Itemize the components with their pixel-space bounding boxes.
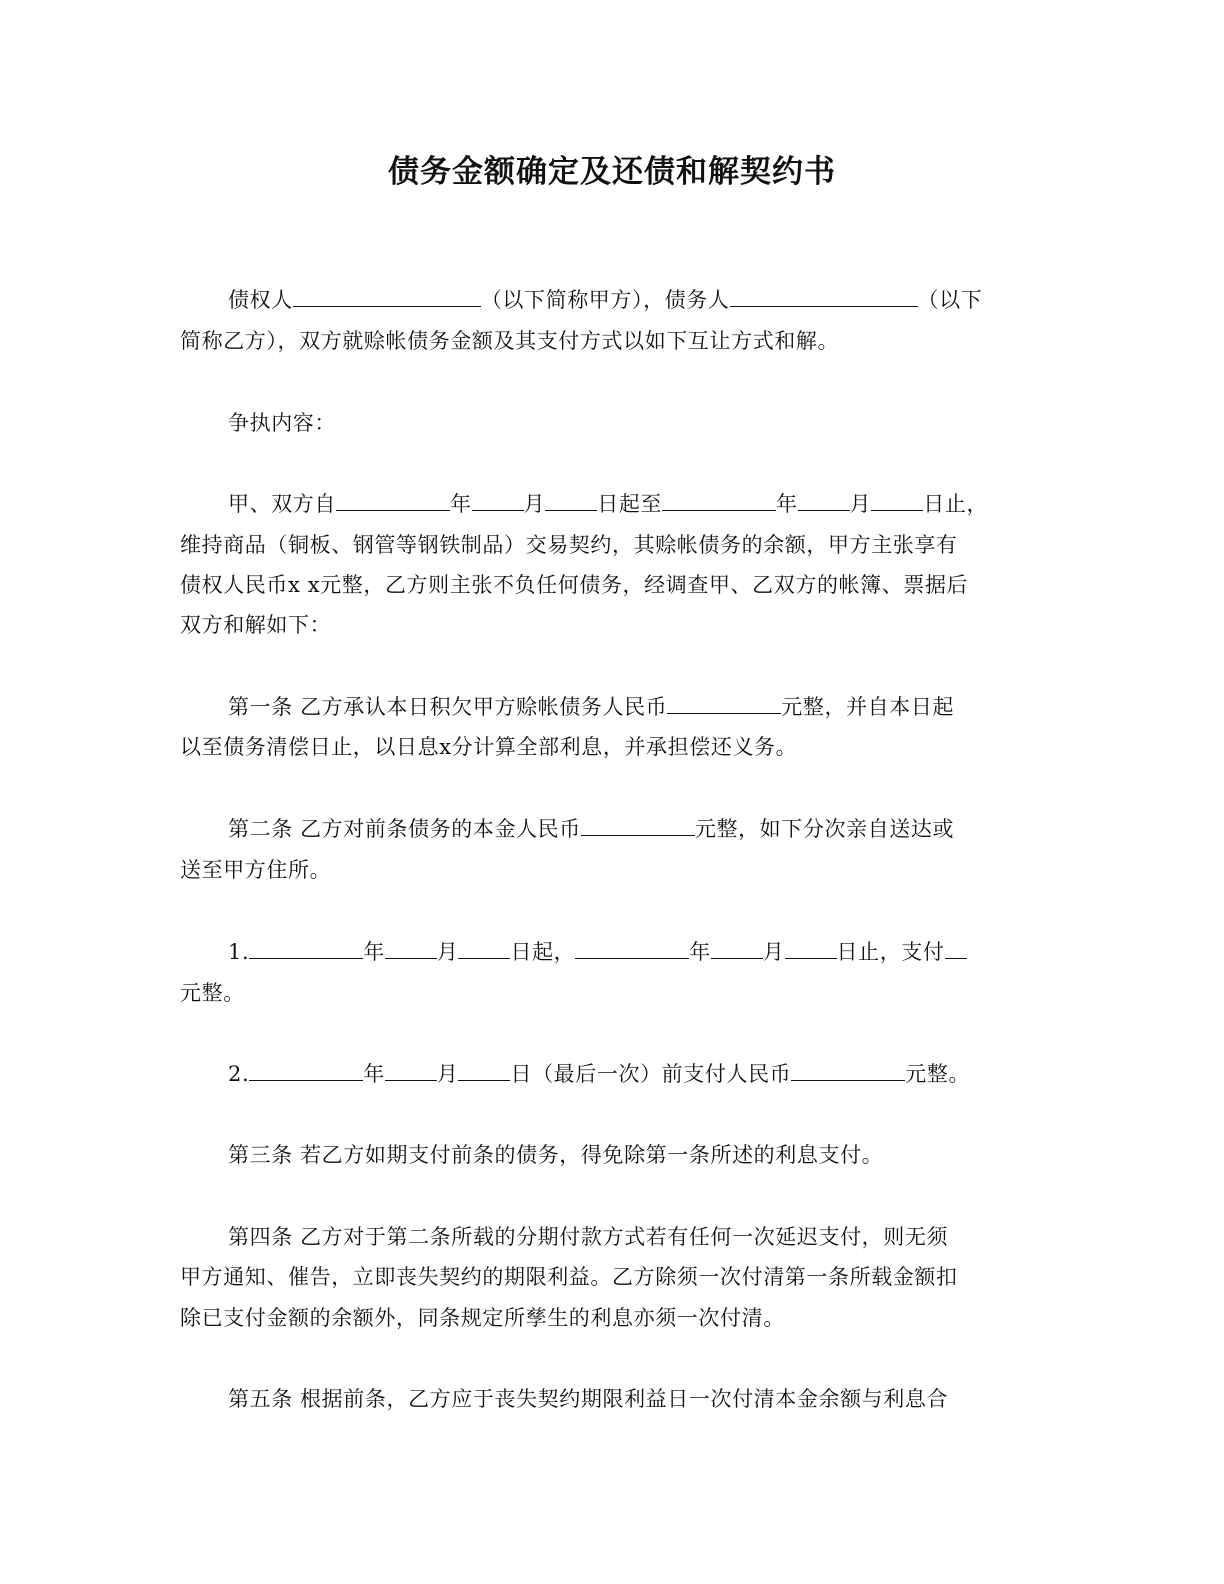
dispute-heading: 争执内容： [228,411,336,435]
text-span: 日起， [510,940,576,964]
text-span: 日止，支付 [836,940,945,964]
parties-line-2: 简称乙方），双方就赊帐债务金额及其支付方式以如下互让方式和解。 [180,329,840,353]
article-4-line-1: 第四条 乙方对于第二条所载的分期付款方式若有任何一次延迟支付，则无须 [228,1225,949,1249]
inst1-amount-blank[interactable] [945,938,967,959]
debt-amount-blank[interactable] [667,693,781,714]
article-2-line-2: 送至甲方住所。 [180,858,332,882]
installment-1-line-1 [228,937,967,967]
dispute-line-2: 维持商品（铜板、钢管等钢铁制品）交易契约，其赊帐债务的余额，甲方主张享有 [180,533,958,557]
text-span: 甲、双方自 [228,492,336,516]
inst1-start-month-blank[interactable] [385,938,437,959]
principal-amount-blank[interactable] [581,815,695,836]
text-span: 1. [228,940,250,964]
end-month-blank[interactable] [798,490,850,511]
creditor-label: 债权人 [228,288,293,312]
text-span: 元整。 [905,1062,971,1086]
article-2-line-1 [228,814,954,844]
creditor-blank[interactable] [293,286,481,307]
start-year-blank[interactable] [336,490,450,511]
inst1-start-day-blank[interactable] [458,938,510,959]
article-4-line-2: 甲方通知、催告，立即丧失契约的期限利益。乙方除须一次付清第一条所载金额扣 [180,1265,958,1289]
installment-1-line-2: 元整。 [180,981,245,1005]
text-span: 年 [689,940,711,964]
inst1-end-month-blank[interactable] [711,938,763,959]
article-1-line-2: 以至债务清偿日止，以日息x分计算全部利息，并承担偿还义务。 [180,735,798,759]
dispute-line-3: 债权人民币x x元整，乙方则主张不负任何债务，经调查甲、乙双方的帐簿、票据后 [180,573,969,597]
inst1-start-year-blank[interactable] [249,938,363,959]
article-1-line-1 [228,692,954,722]
end-day-blank[interactable] [871,490,923,511]
installment-2-line [228,1059,970,1089]
inst2-year-blank[interactable] [249,1060,363,1081]
text-span: 月 [762,940,785,964]
text-span: 2. [228,1062,250,1086]
text-span: 年 [363,940,385,964]
inst1-end-day-blank[interactable] [785,938,837,959]
article-5-line-1: 第五条 根据前条，乙方应于丧失契约期限利益日一次付清本金余额与利息合 [228,1387,949,1411]
end-year-blank[interactable] [662,490,776,511]
text-span: 第二条 乙方对前条债务的本金人民币 [228,817,581,841]
text-span: 元整，并自本日起 [781,695,955,719]
text-span: 元整，如下分次亲自送达或 [694,817,955,841]
inst2-month-blank[interactable] [385,1060,437,1081]
inst2-day-blank[interactable] [458,1060,510,1081]
dispute-line-1 [228,489,988,519]
article-3: 第三条 若乙方如期支付前条的债务，得免除第一条所述的利息支付。 [228,1143,884,1167]
dispute-line-4: 双方和解如下： [180,613,332,637]
document-title: 债务金额确定及还债和解契约书 [388,154,836,190]
text-span: 日起至 [597,492,663,516]
parties-line-1-end: （以下 [917,288,983,312]
start-day-blank[interactable] [545,490,597,511]
text-span: 日止， [923,492,989,516]
text-span: 年 [776,492,798,516]
parties-line-1 [228,285,982,315]
debtor-label: （以下简称甲方），债务人 [480,288,730,312]
text-span: 月 [523,492,546,516]
inst2-amount-blank[interactable] [791,1060,905,1081]
start-month-blank[interactable] [472,490,524,511]
inst1-end-year-blank[interactable] [575,938,689,959]
text-span: 日（最后一次）前支付人民币 [510,1062,792,1086]
text-span: 月 [436,1062,459,1086]
article-4-line-3: 除已支付金额的余额外，同条规定所孳生的利息亦须一次付清。 [180,1306,785,1330]
text-span: 月 [849,492,872,516]
debtor-blank[interactable] [730,286,918,307]
text-span: 第一条 乙方承认本日积欠甲方赊帐债务人民币 [228,695,668,719]
text-span: 年 [450,492,472,516]
text-span: 月 [436,940,459,964]
text-span: 年 [363,1062,385,1086]
